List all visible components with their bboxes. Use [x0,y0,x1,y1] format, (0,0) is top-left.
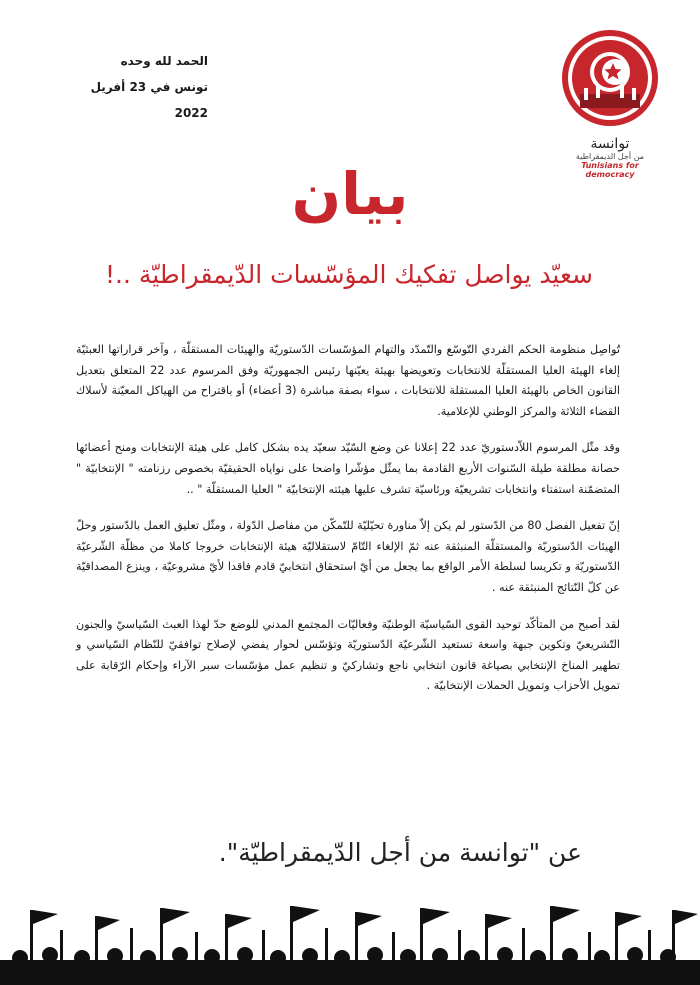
logo-english: Tunisians for democracy [581,161,639,179]
paragraph-3: إنّ تفعيل الفصل 80 من الدّستور لم يكن إلاّ مناورة تحيّليّة للتّمكّن من مفاصل الدّولة ، ومثّل تعليق العمل بالدّستور وحلّ الهيئات الدّستوريّة والمستقلّة المنبثقة عنه ثمّ الإلغاء التّامّ لاستقلاليّة هيئة الإنتخابات خروجا كاملا من مظلّة الشّرعيّة الدّستوريّة و تكريسا لسلطة الأمر الواقع بما يجعل من أيّ استحقاق انتخابيّ قادم فاقدا لأيّ مشروعيّة ، وينزع المصداقيّة عن كلّ النّتائج المنبثقة عنه . [76,519,620,594]
signature: عن "توانسة من أجل الدّيمقراطيّة". [218,838,582,867]
page-title: بيان [291,160,409,228]
crowd-flags-decoration [0,900,700,985]
statement-body [76,340,620,713]
header-date: تونس في 23 أفريل 2022 [90,80,208,120]
paragraph-4: لقد أصبح من المتأكّد توحيد القوى السّياسيّة الوطنيّة وفعاليّات المجتمع المدني للوضع حدّ لهذا العبث السّياسيّ والجنون التّشريعيّ وتكوين جبهة واسعة تستعيد الشّرعيّة الدّستوريّة وتؤسّس لحوار يفضي لإصلاح توافقيّ للنّظام السّياسي و تطهير المناخ الإنتخابي بصياغة قانون انتخابي ناجع وتشاركيّ و تنظيم عمل مؤسّسات سبر الآراء وإحكام الرّقابة على تمويل الأحزاب وتمويل الحملات الإنتخابيّة . [76,617,620,693]
paragraph-1: تُواصِل منظومة الحكم الفردي التّوسّع والتّمدّد والتهام المؤسّسات الدّستوريّة والهيئات المستقلّة ، وآخر قراراتها العبثيّة إلغاء الهيئة العليا المستقلّة للانتخابات وتعويضها بهيئة يعيّنها رئيس الجمهوريّة وفق المرسوم عدد 22 المتعلق بتعديل القانون الخاص بالهيئة العليا المستقلة للانتخابات ، سواء بصفة مباشرة (3 أعضاء) أو باقتراح من الهياكل المعيّنة لأسلاك القضاء الثلاثة والمركز الوطني للإعلامية. [76,343,621,418]
header-greeting: الحمد لله وحده [120,54,208,68]
organization-logo [558,28,662,179]
page-subtitle: سعيّد يواصل تفكيك المؤسّسات الدّيمقراطيّة ..! [105,260,593,289]
logo-emblem-icon [560,28,660,128]
logo-name: توانسة [590,136,630,152]
date-header [58,48,208,126]
paragraph-2: وقد مثّل المرسوم اللاّدستوريّ عدد 22 إعلانا عن وضع السّيّد سعيّد يده بشكل كامل على هيئة الإنتخابات ومنح أعضائها حصانة مطلقة طيلة السّنوات الأربع القادمة بما يمثّل مؤشّرا واضحا على نواياه الحقيقيّة بخصوص رزنامته " الإنتخابيّة " المتضمّنة استفتاء وانتخابات تشريعيّة ورئاسيّة تشرف عليها هيئته الإنتخابيّة " العليا المستقلّة " .. [76,441,620,496]
logo-subtitle: من أجل الديمقراطية [575,152,645,161]
